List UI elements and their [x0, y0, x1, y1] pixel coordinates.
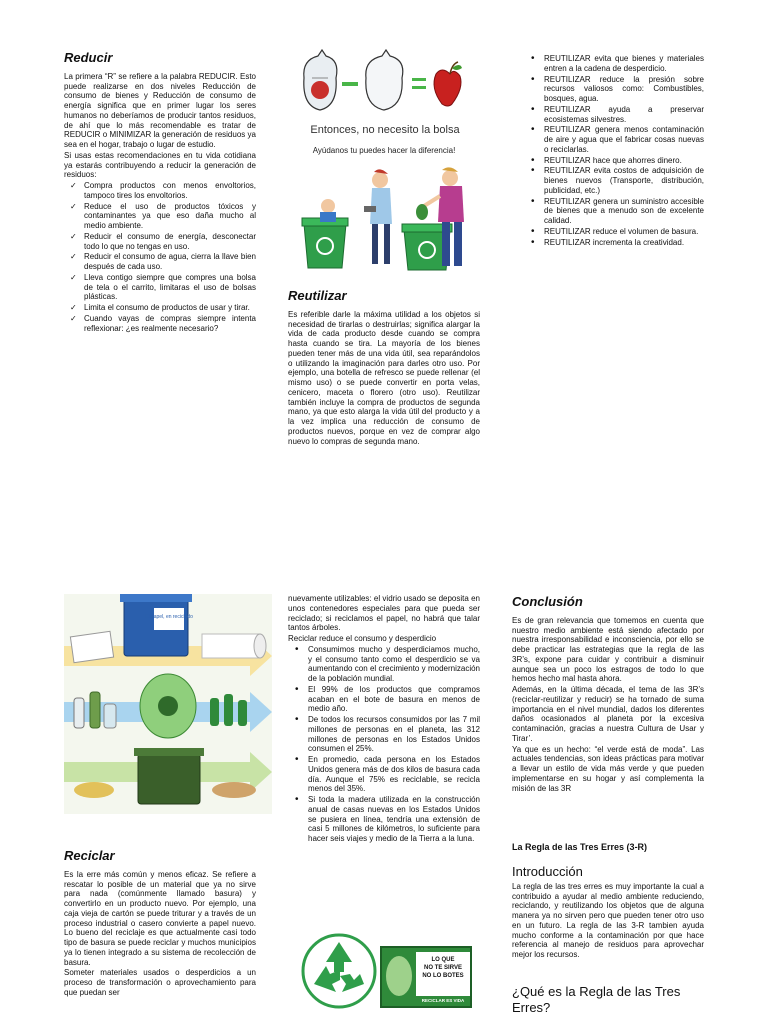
list-item: • REUTILIZAR evita que bienes y materiales entren a la cadena de desperdicio.	[544, 54, 704, 74]
apple-icon	[434, 62, 462, 106]
intro-section	[512, 864, 704, 961]
reciclar-section	[64, 848, 256, 999]
que-es-title: ¿Qué es la Regla de las Tres Erres?	[512, 984, 681, 1015]
list-item: ✓ Lleva contigo siempre que compres una bolsa de tela o el carrito, limitaras el uso de bolsas plásticas.	[84, 273, 256, 302]
recycling-process-illustration	[64, 594, 272, 814]
conclusion-section	[512, 594, 704, 794]
list-item: • REUTILIZAR genera menos contaminación de aire y agua que el fabricar cosas nuevas o reciclarlas.	[544, 125, 704, 154]
reciclar-title: Reciclar	[64, 848, 115, 863]
reciclar-paragraph-2: Someter materiales usados o desperdicios a un proceso de transformación o aprovechamiento para que puedan ser	[64, 968, 256, 997]
reciclar-paragraph-1: Es la erre más común y menos eficaz. Se refiere a rescatar lo posible de un material que ya no sirve para nada (comúnmente llamado basura) y convertirlo en un producto nuevo. Por ejemplo, una caja vieja de cartón se puede triturar y a través de un proceso industrial o casero convierte a papel nuevo. Lo bueno del reciclaje es que actualmente casi todo tipo de basura se puede reciclar y muchos municipios ya lo tienen integrado a su sistema de recolección de basura.	[64, 869, 256, 967]
intro-title: Introducción	[512, 864, 583, 879]
reciclar-cont-subtitle: Reciclar reduce el consumo y desperdicio	[288, 634, 437, 643]
list-item: ✓ Cuando vayas de compras siempre intenta reflexionar: ¿es realmente necesario?	[84, 314, 256, 334]
sign-line-3: NO LO BOTES	[422, 973, 464, 980]
reducir-title: Reducir	[64, 50, 113, 65]
reducir-paragraph-2: Si usas estas recomendaciones en tu vida cotidiana ya estarás contribuyendo a reducir la generación de residuos:	[64, 150, 256, 180]
list-item: • REUTILIZAR hace que ahorres dinero.	[544, 156, 704, 166]
conclusion-paragraph-1: Es de gran relevancia que tomemos en cuenta que nuestro medio ambiente está siendo afectado por nuestra irresponsabilidad e inconsciencia, por ello se debe practicar las estrategias que la regla de las 3R’s, expone para cuidar y contribuir a disminuir aunque sea un poco los estragos de todo lo que hemos hecho mal hasta ahora.	[512, 615, 704, 684]
sign-icon	[386, 956, 412, 996]
recycling-sign	[380, 946, 472, 1008]
list-item: • Si toda la madera utilizada en la construcción anual de casas nuevas en los Estados Unidos se pusiera en línea, tendría una extensión de casi 5 millones de kilómetros, lo suficiente para hacer seis viajes y medio de la Tierra a la luna.	[308, 795, 480, 844]
sign-footer: RECICLAR ES VIDA	[421, 997, 465, 1003]
list-item: ✓ Reduce el uso de productos tóxicos y contaminantes ya que eso daña mucho al medio ambiente.	[84, 202, 256, 231]
list-item: • REUTILIZAR reduce la presión sobre recursos valiosos como: Combustibles, bosques, agua.	[544, 75, 704, 104]
regla-title: La Regla de las Tres Erres (3-R)	[512, 842, 648, 852]
reducir-checklist	[64, 181, 256, 333]
list-item: • REUTILIZAR evita costos de adquisición de bienes nuevos (Transporte, distribución, publicidad, etc.)	[544, 166, 704, 195]
intro-paragraph: La regla de las tres erres es muy importante la cual a contribuido a ayudar al medio ambiente reduciendo, reciclando, y reutilizando los objetos que de alguna manera ya no sirven pero que pueden tener otro uso en un futuro. La regla de las 3-R tambien ayuda mucho conforme a la contaminación por que hace referencia al manejo de residuos para aprovechar mejor los recursos.	[512, 881, 704, 960]
poster-headline: Entonces, no necesito la bolsa	[310, 124, 460, 136]
reutilizar-title: Reutilizar	[288, 288, 347, 303]
conclusion-paragraph-2: Además, en la última década, el tema de las 3R’s (reciclar-reutilizar y reducir) se ha tornado de suma importancia en el nivel mundial, dados los diferentes daños ocasionados al planeta por la excesiva contaminación, gracias a nuestra Cultura de Usar y Tirar’.	[512, 685, 704, 743]
sign-line-2: NO TE SIRVE	[424, 965, 462, 972]
list-item: • El 99% de los productos que compramos acaban en el bote de basura en menos de medio año.	[308, 685, 480, 714]
recycle-bin-icon	[302, 218, 348, 268]
reutilizar-benefits-list	[524, 54, 704, 247]
recycle-logo	[300, 932, 378, 1010]
child-figure-icon	[320, 199, 336, 222]
reciclar-facts-list	[288, 645, 480, 844]
list-item: • REUTILIZAR ayuda a preservar ecosistemas silvestres.	[544, 105, 704, 125]
reciclar-cont-paragraph: nuevamente utilizables: el vidrio usado se deposita en unos contenedores especiales para que pueda ser reciclado; si reciclamos el papel, no habrá que talar tantos árboles.	[288, 594, 480, 633]
glass-container-icon	[140, 674, 196, 738]
newspaper-icon	[70, 631, 113, 662]
trash-bag-icon	[304, 50, 337, 110]
list-item: • REUTILIZAR reduce el volumen de basura.	[544, 227, 704, 237]
reutilizar-paragraph: Es referible darle la máxima utilidad a los objetos si necesidad de tirarlas o destruirlas; significa alargar la vida de cada producto desde cuando se compra hasta cuando se tira. La mayoría de los bienes pueden tener más de una vida útil, sea reparándolos o utilizando la imaginación para darles otro uso. Por ejemplo, una botella de refresco se puede rellenar (el mismo uso) o se puede convertir en porta velas, cenicero, maceta o florero (otro uso). Reutilizar también incluye la compra de productos de segunda mano, ya que esto alarga la vida útil del producto y a la vez implica una reducción de consumo de productos nuevos, porque en vez de comprar algo nuevo lo compras de segunda mano.	[288, 309, 480, 446]
paper-bin-icon	[120, 594, 193, 656]
list-item: ✓ Limita el consumo de productos de usar y tirar.	[84, 303, 256, 313]
poster-subline: Ayúdanos tu puedes hacer la diferencia!	[312, 146, 456, 155]
reutilizar-benefits	[524, 54, 704, 248]
conclusion-paragraph-3: Ya que es un hecho: “el verde está de moda”. Las actuales tendencias, son ideas prácticas para motivar a llevar un estilo de vida más verde y que pueden implementarse en su hogar y así complementa la misión de las 3R	[512, 744, 704, 793]
list-item: ✓ Compra productos con menos envoltorios, tampoco tires los envoltorios.	[84, 181, 256, 201]
people-recycling-illustration	[300, 166, 470, 272]
bottles-icon	[74, 692, 116, 728]
organic-waste-bin-icon	[134, 748, 204, 804]
bags-illustration	[296, 48, 472, 120]
list-item: • De todos los recursos consumidos por las 7 mil millones de personas en el planeta, las 312 millones de personas en los Estados Unidos consumen el 25%.	[308, 715, 480, 754]
list-item: • REUTILIZAR genera un suministro accesible de bienes que a menudo son de excelente calidad.	[544, 197, 704, 226]
list-item: • Consumimos mucho y desperdiciamos mucho, y el consumo tanto como el desperdicio se va aumentando con el crecimiento y modernización de la población mundial.	[308, 645, 480, 684]
conclusion-title: Conclusión	[512, 594, 583, 609]
list-item: • REUTILIZAR incrementa la creatividad.	[544, 238, 704, 248]
woman-figure-icon	[364, 169, 392, 264]
reducir-section	[64, 50, 256, 334]
list-item: • En promedio, cada persona en los Estados Unidos genera más de dos kilos de basura cada día. Aunque el 75% es reciclable, se recicla menos del 35%.	[308, 755, 480, 794]
green-bottles-icon	[210, 694, 247, 726]
reducir-paragraph-1: La primera “R” se refiere a la palabra REDUCIR. Esto puede realizarse en dos niveles Reducción de consumo de bienes y Reducción de consumo de energía significa que en primer lugar los seres humanos no deberíamos de producir tantos residuos, de ahí que lo más recomendable es tratar de REDUCIR o MINIMIZAR la generación de residuos ya sea en el hogar, trabajo o lugar de estudio.	[64, 71, 256, 150]
sign-line-1: LO QUE	[431, 957, 455, 963]
list-item: ✓ Reducir el consumo de agua, cierra la llave bien después de cada uso.	[84, 252, 256, 272]
reciclar-continued	[288, 594, 480, 845]
list-item: ✓ Reducir el consumo de energía, desconectar todo lo que no tengas en uso.	[84, 232, 256, 252]
paper-roll-icon	[202, 634, 266, 658]
reutilizar-section	[288, 288, 480, 447]
empty-bag-icon	[366, 50, 403, 110]
bin-label: El papel, en reciclado	[145, 614, 193, 620]
